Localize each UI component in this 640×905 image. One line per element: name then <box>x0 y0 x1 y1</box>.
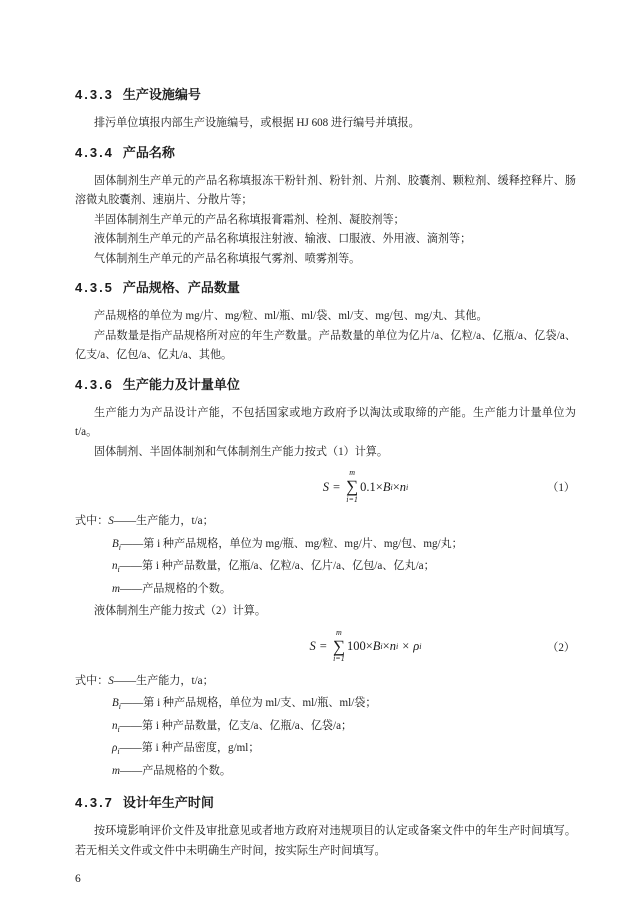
paragraph: 半固体制剂生产单元的产品名称填报膏霜剂、栓剂、凝胶剂等； <box>94 213 405 226</box>
section-number: 4.3.4 <box>75 144 114 160</box>
definition-row: m——产品规格的个数。 <box>112 764 231 777</box>
definition-row: 式中：S——生产能力，t/a； <box>75 515 214 527</box>
section-number: 4.3.5 <box>75 280 114 295</box>
def-prefix: 式中： <box>75 674 109 687</box>
paragraph-line: 亿支/a、亿包/a、亿丸/a、其他。 <box>75 349 233 361</box>
definition-row: $B_i——$第 i 种产品规格，单位为 ml/支、ml/瓶、ml/袋； <box>112 697 377 711</box>
paragraph-line: t/a。 <box>75 426 98 438</box>
equation-2-number: （2） <box>547 641 575 654</box>
eq-lhs: S <box>309 639 316 653</box>
paragraph-line: 按环境影响评价文件及审批意见或者地方政府对违规项目的认定或备案文件中的年生产时间填写。 <box>94 825 576 837</box>
section-title: 产品规格、产品数量 <box>122 280 240 295</box>
section-heading-4-3-3 <box>75 85 576 105</box>
section-title: 生产能力及计量单位 <box>122 376 240 392</box>
section-title: 设计年生产时间 <box>122 795 214 810</box>
eq-times: × <box>382 639 390 653</box>
definition-row: $n_i——$第 i 种产品数量，亿瓶/a、亿粒/a、亿片/a、亿包/a、亿丸/a； <box>112 560 435 574</box>
paragraph: 液体制剂生产单元的产品名称填报注射液、输液、口服液、外用液、滴剂等； <box>94 233 472 245</box>
paragraph: 液体制剂生产能力按式（2）计算。 <box>94 605 266 617</box>
definition-row: 式中：S——生产能力，t/a； <box>75 674 214 687</box>
eq-lhs: S <box>322 479 329 494</box>
def-prefix: 式中： <box>75 515 109 527</box>
section-title: 生产设施编号 <box>122 87 201 102</box>
paragraph: 排污单位填报内部生产设施编号，或根据 HJ 608 进行编号并填报。 <box>94 117 420 129</box>
paragraph: 气体制剂生产单元的产品名称填报气雾剂、喷雾剂等。 <box>94 252 361 265</box>
section-number: 4.3.7 <box>75 795 114 810</box>
eq-equals: = <box>332 479 341 494</box>
eq-times: × <box>402 639 410 653</box>
equation-2-expression: S = m ∑ i=1 100× B i × n i × ρ i <box>309 627 422 664</box>
equation-1-number: （1） <box>547 482 575 494</box>
equation-1 <box>75 467 576 507</box>
definition-row: $B_i——$第 i 种产品规格，单位为 mg/瓶、mg/粒、mg/片、mg/包、mg/丸； <box>112 537 463 552</box>
paragraph-line: 溶微丸胶囊剂、速崩片、分散片等； <box>75 194 253 206</box>
eq-coefficient: 100× <box>346 639 373 653</box>
equation-1-expression: S = m ∑ i=1 0.1× B i × n i <box>322 468 409 504</box>
definition-row: $\rho_i——$第 i 种产品密度，g/ml； <box>112 742 260 756</box>
eq-equals: = <box>319 639 327 653</box>
paragraph: 产品规格的单位为 mg/片、mg/粒、ml/瓶、ml/袋、ml/支、mg/包、mg/丸、其他。 <box>94 310 488 322</box>
definition-row: m——产品规格的个数。 <box>112 582 231 595</box>
eq-variable: ρ <box>413 639 420 653</box>
equation-2 <box>75 627 576 667</box>
paragraph: 固体制剂、半固体制剂和气体制剂生产能力按式（1）计算。 <box>94 445 388 458</box>
eq-variable: n <box>399 479 407 494</box>
eq-times: × <box>392 479 400 494</box>
paragraph-line: 固体制剂生产单元的产品名称填报冻干粉针剂、粉针剂、片剂、胶囊剂、颗粒剂、缓释控释片、肠 <box>94 174 576 187</box>
eq-variable: n <box>389 639 396 653</box>
summation-symbol: m ∑ i=1 <box>332 627 345 664</box>
section-heading-4-3-6 <box>75 375 576 395</box>
section-heading-4-3-7 <box>75 793 576 813</box>
paragraph-line: 生产能力为产品设计产能，不包括国家或地方政府予以淘汰或取缔的产能。生产能力计量单位为 <box>94 406 576 419</box>
section-number: 4.3.6 <box>75 376 114 392</box>
paragraph-line: 若无相关文件或文件中未明确生产时间，按实际生产时间填写。 <box>75 844 386 857</box>
section-heading-4-3-5 <box>75 278 576 298</box>
paragraph-line: 产品数量是指产品规格所对应的年生产数量。产品数量的单位为亿片/a、亿粒/a、亿瓶/a、亿袋/a、 <box>94 329 576 342</box>
summation-symbol: m ∑ i=1 <box>346 468 359 504</box>
definition-row: $n_i——$第 i 种产品数量，亿支/a、亿瓶/a、亿袋/a； <box>112 719 353 734</box>
eq-variable: B <box>372 639 381 653</box>
section-title: 产品名称 <box>122 144 175 160</box>
page-number: 6 <box>75 873 81 885</box>
section-number: 4.3.3 <box>75 87 114 102</box>
eq-variable: B <box>382 479 391 494</box>
section-heading-4-3-4 <box>75 143 576 163</box>
eq-coefficient: 0.1× <box>360 479 383 494</box>
